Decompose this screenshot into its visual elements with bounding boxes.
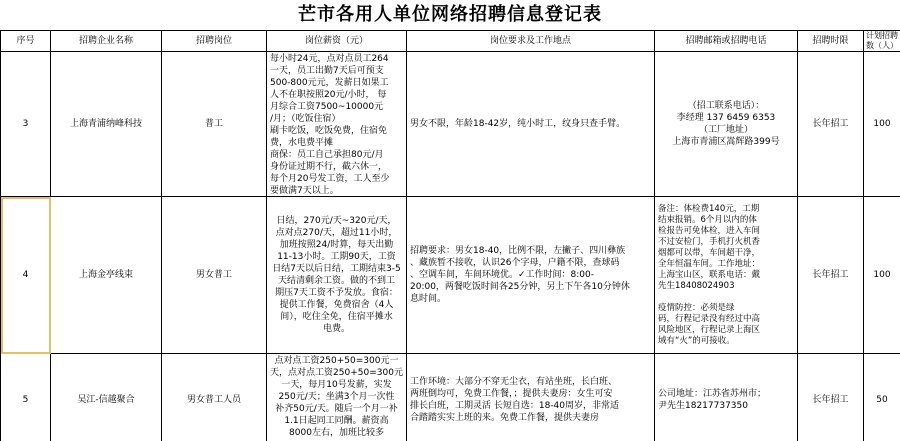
cell-no[interactable]: 5 <box>1 354 51 441</box>
contact-text: 备注：体检费140元，工期 结束报销。6个月以内的体 检报告可免体检，进入车间 不过安检门，手机打火机香 烟都可以带，车间超干净， 全年恒温车间。工作地址： 上海宝山区，联系电话：戴 先生18408024903 疫情防控：必须是绿 码，行程记录没有经过中高 风险地区，行程记录上海区 域有“火”的可接收。 <box>658 203 761 346</box>
salary-text: 日结，270元/天~320元/天， 点对点270/天，超过11小时， 加班按照24/时算，每天出勤 11-13小时。工期90天，工资 日结7天以后日结，工期结束3-5 天结清剩余工资。做的不到工 期压7天工资不予发放。食宿： 提供工作餐，免费宿舍（4人 间），吃住全免，住宿平摊水 电费。 <box>272 216 401 334</box>
cell-position[interactable]: 男女普工人员 <box>162 354 267 441</box>
header-position: 招聘岗位 <box>162 31 267 52</box>
cell-period[interactable]: 长年招工 <box>798 354 864 441</box>
contact-text: 公司地址：江苏省苏州市； 尹先生18217737350 <box>658 388 767 411</box>
cell-period[interactable]: 长年招工 <box>798 52 864 197</box>
requirements-text: 招聘要求：男女18-40，比例不限，左撇子、四川彝族 、藏族暂不接收，认识26个字母，户籍不限，查球码 、空调车间，车间环境优。✓工作时间：8:00- 20:00，两餐吃饭时间各25分钟，另上下午各10分钟休 息时间。 <box>410 246 630 304</box>
header-period: 招聘时限 <box>798 31 864 52</box>
cell-requirements[interactable]: 男女不限，年龄18-42岁，纯小时工，纹身只查手臂。 <box>407 52 655 197</box>
cell-no[interactable]: 4 <box>1 197 51 354</box>
header-requirements: 岗位要求及工作地点 <box>407 31 655 52</box>
salary-text: 每小时24元，点对点员工264 一天，员工出勤7天后可预支 500-800元元，发薪日如果工 人不在职按照20元/小时， 每 月综合工资7500~10000元 /月；（吃饭住宿） 刷卡吃饭，吃饭免费，住宿免 费，水电费平摊 商保：员工自己承担80元/月 身份证过期不行，截六休一， 每个月20号发工资，工人至少 要做满7天以上。 <box>270 53 390 196</box>
cell-count[interactable]: 100 <box>864 197 900 354</box>
header-row <box>1 31 900 52</box>
cell-position[interactable]: 普工 <box>162 52 267 197</box>
cell-count[interactable]: 100 <box>864 52 900 197</box>
cell-position[interactable]: 男女普工 <box>162 197 267 354</box>
cell-count[interactable]: 50 <box>864 354 900 441</box>
cell-period[interactable]: 长年招工 <box>798 197 864 354</box>
cell-company[interactable]: 吴江-信越聚合 <box>51 354 162 441</box>
header-count: 计划招聘数（人） <box>864 31 900 52</box>
cell-contact[interactable] <box>655 354 798 441</box>
cell-contact[interactable] <box>655 52 798 197</box>
sheet-title: 芒市各用人单位网络招聘信息登记表 <box>298 4 602 25</box>
cell-requirements[interactable] <box>407 354 655 441</box>
header-contact: 招聘邮箱或招聘电话 <box>655 31 798 52</box>
table-row <box>1 197 900 354</box>
cell-no[interactable]: 3 <box>1 52 51 197</box>
header-no: 序号 <box>1 31 51 52</box>
cell-contact[interactable] <box>655 197 798 354</box>
recruitment-table <box>0 30 900 441</box>
cell-company[interactable]: 上海青浦纳峰科技 <box>51 52 162 197</box>
cell-salary[interactable] <box>267 354 407 441</box>
contact-text: （招工联系电话）： 李经理 137 6459 6353 （工厂地址） 上海市青浦区嵩辉路399号 <box>672 101 780 147</box>
table-row <box>1 52 900 197</box>
cell-company[interactable]: 上海金亭线束 <box>51 197 162 354</box>
header-company: 招聘企业名称 <box>51 31 162 52</box>
cell-salary[interactable] <box>267 197 407 354</box>
requirements-text: 工作环境：大部分不穿无尘衣，有站坐班，长白班、 两班倒均可，免费工作餐，；提供夫妻房：女生可安 排长白班，工期灵活 长短自选：18-40周岁，非常适 合踏踏实实上班的来。免费工作餐，提供夫妻房 <box>410 376 620 423</box>
cell-requirements[interactable] <box>407 197 655 354</box>
table-row <box>1 354 900 441</box>
cell-salary[interactable] <box>267 52 407 197</box>
header-salary: 岗位薪资（元） <box>267 31 407 52</box>
salary-text: 点对点工资250+50=300元一 天，点对点工资250+50=300元 一天，每月10号发薪，实发 250元/天；坐满3个月一次性 补齐50元/天。随后一个月一补 1.1日起同工同酬。薪资高 8000左右，加班比较多 <box>270 355 403 438</box>
